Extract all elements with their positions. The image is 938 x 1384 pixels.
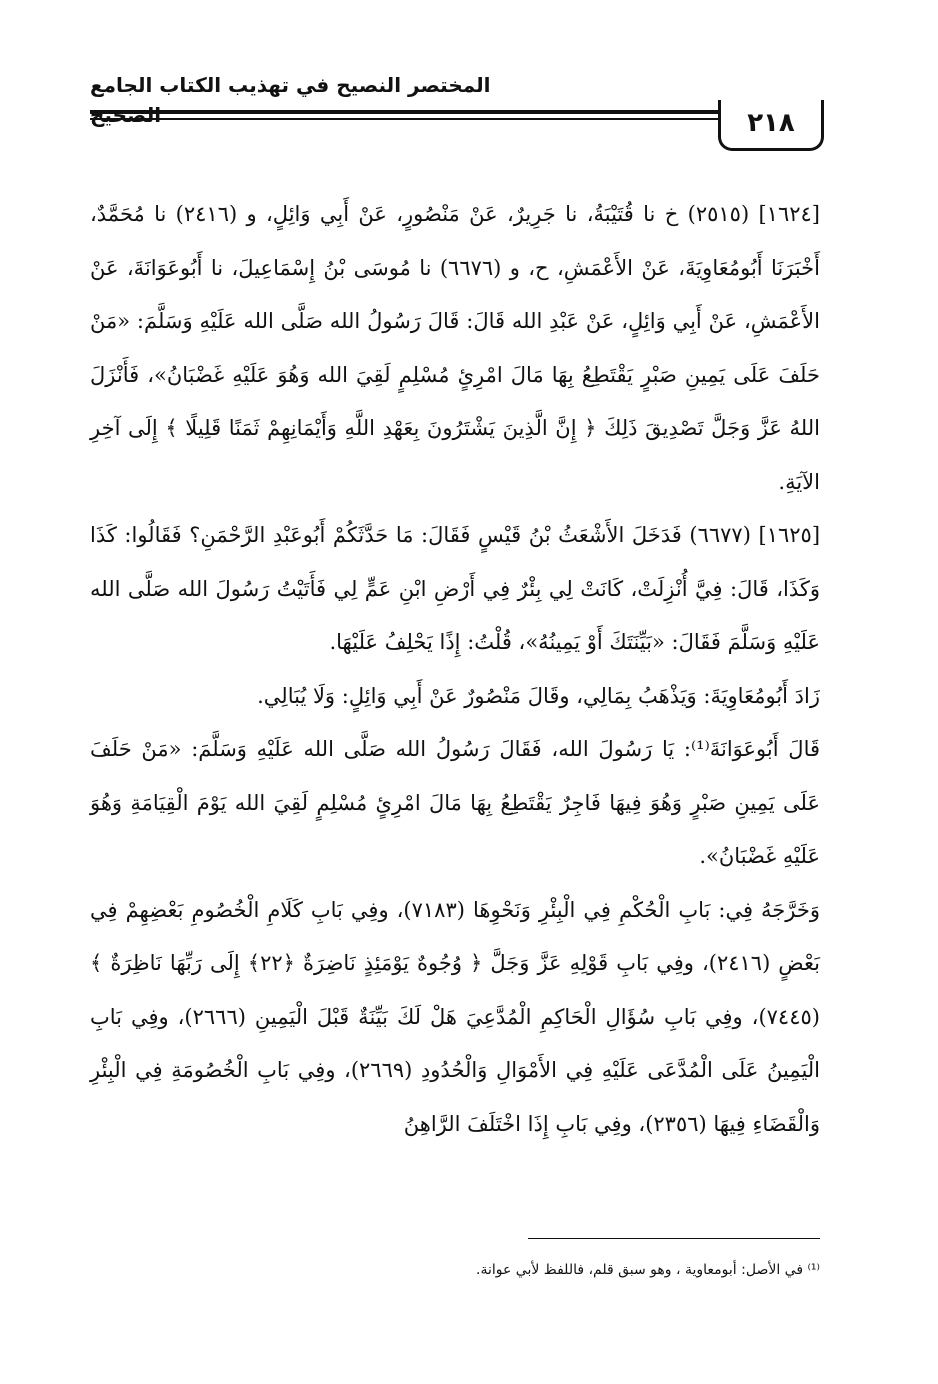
addition-note-abu-muawiya: زَادَ أَبُومُعَاوِيَةَ: وَيَذْهَبُ بِمَالِي، وقَالَ مَنْصُورٌ عَنْ أَبِي وَائِلٍ: وَلَا يُبَالِي. [257, 683, 820, 708]
page-number-box [718, 100, 824, 151]
hadith-paragraph-1625: [١٦٢٥] (٦٦٧٧) فَدَخَلَ الأَشْعَثُ بْنُ قَيْسٍ فَقَالَ: مَا حَدَّثَكُمْ أَبُوعَبْدِ الرَّحْمَنِ؟ فَقَالُوا: كَذَا وَكَذَا، قَالَ: فِيَّ أُنْزِلَتْ، كَانَتْ لِي بِئْرٌ فِي أَرْضِ ابْنِ عَمٍّ لِي فَأَتَيْتُ رَسُولَ الله صَلَّى الله عَلَيْهِ وَسَلَّمَ فَقَالَ: «بَيِّنَتَكَ أَوْ يَمِينُهُ»، قُلْتُ: إِذًا يَحْلِفُ عَلَيْهَا. [90, 523, 821, 654]
footnote-separator [528, 1238, 820, 1239]
main-text-body [90, 188, 820, 1151]
header-rule-thick [90, 110, 720, 114]
abu-awana-narration: قَالَ أَبُوعَوَانَةَ⁽¹⁾: يَا رَسُولَ الله، فَقَالَ رَسُولُ الله صَلَّى الله عَلَيْهِ وَسَلَّمَ: «مَنْ حَلَفَ عَلَى يَمِينِ صَبْرٍ وَهُوَ فِيهَا فَاجِرٌ يَقْتَطِعُ بِهَا مَالَ امْرِئٍ مُسْلِمٍ لَقِيَ الله يَوْمَ الْقِيَامَةِ وَهُوَ عَلَيْهِ غَضْبَانُ». [90, 737, 820, 868]
hadith-paragraph-1624: [١٦٢٤] (٢٥١٥) خ نا قُتَيْبَةُ، نا جَرِيرٌ، عَنْ مَنْصُورٍ، عَنْ أَبِي وَائِلٍ، و (٢٤١٦) نا مُحَمَّدٌ، أَخْبَرَنَا أَبُومُعَاوِيَةَ، عَنْ الأَعْمَشِ، ح، و (٦٦٧٦) نا مُوسَى بْنُ إِسْمَاعِيلَ، نا أَبُوعَوَانَةَ، عَنْ الأَعْمَشِ، عَنْ أَبِي وَائِلٍ، عَنْ عَبْدِ الله قَالَ: قَالَ رَسُولُ الله صَلَّى الله عَلَيْهِ وَسَلَّمَ: «مَنْ حَلَفَ عَلَى يَمِينِ صَبْرٍ يَقْتَطِعُ بِهَا مَالَ امْرِئٍ مُسْلِمٍ لَقِيَ الله وَهُوَ عَلَيْهِ غَضْبَانُ»، فَأَنْزَلَ اللهُ عَزَّ وَجَلَّ تَصْدِيقَ ذَلِكَ ﴿ إِنَّ الَّذِينَ يَشْتَرُونَ بِعَهْدِ اللَّهِ وَأَيْمَانِهِمْ ثَمَنًا قَلِيلًا ﴾ إِلَى آخِرِ الآيَةِ. [90, 202, 820, 494]
page-number: ٢١٨ [747, 108, 795, 138]
takhrij-paragraph: وَخَرَّجَهُ فِي: بَابِ الْحُكْمِ فِي الْبِئْرِ وَنَحْوِهَا (٧١٨٣)، وفِي بَابِ كَلَامِ الْخُصُومِ بَعْضِهِمْ فِي بَعْضٍ (٢٤١٦)، وفِي بَابِ قَوْلِهِ عَزَّ وَجَلَّ ﴿ وُجُوهٌ يَوْمَئِذٍ نَاضِرَةٌ ﴿٢٢﴾ إِلَى رَبِّهَا نَاظِرَةٌ ﴾ (٧٤٤٥)، وفِي بَابِ سُؤَالِ الْحَاكِمِ الْمُدَّعِيَ هَلْ لَكَ بَيِّنَةٌ قَبْلَ الْيَمِينِ (٢٦٦٦)، وفِي بَابِ الْيَمِينُ عَلَى الْمُدَّعَى عَلَيْهِ فِي الأَمْوَالِ وَالْحُدُودِ (٢٦٦٩)، وفِي بَابِ الْخُصُومَةِ فِي الْبِئْرِ وَالْقَضَاءِ فِيهَا (٢٣٥٦)، وفِي بَابِ إِذَا اخْتَلَفَ الرَّاهِنُ [90, 897, 821, 1136]
running-header-title: المختصر النصيح في تهذيب الكتاب الجامع الصحيح [90, 73, 491, 127]
footnote-1: ⁽¹⁾ في الأصل: أبومعاوية ، وهو سبق قلم، فاللفظ لأبي عوانة. [476, 1262, 820, 1278]
header-rule-thin [90, 118, 720, 120]
